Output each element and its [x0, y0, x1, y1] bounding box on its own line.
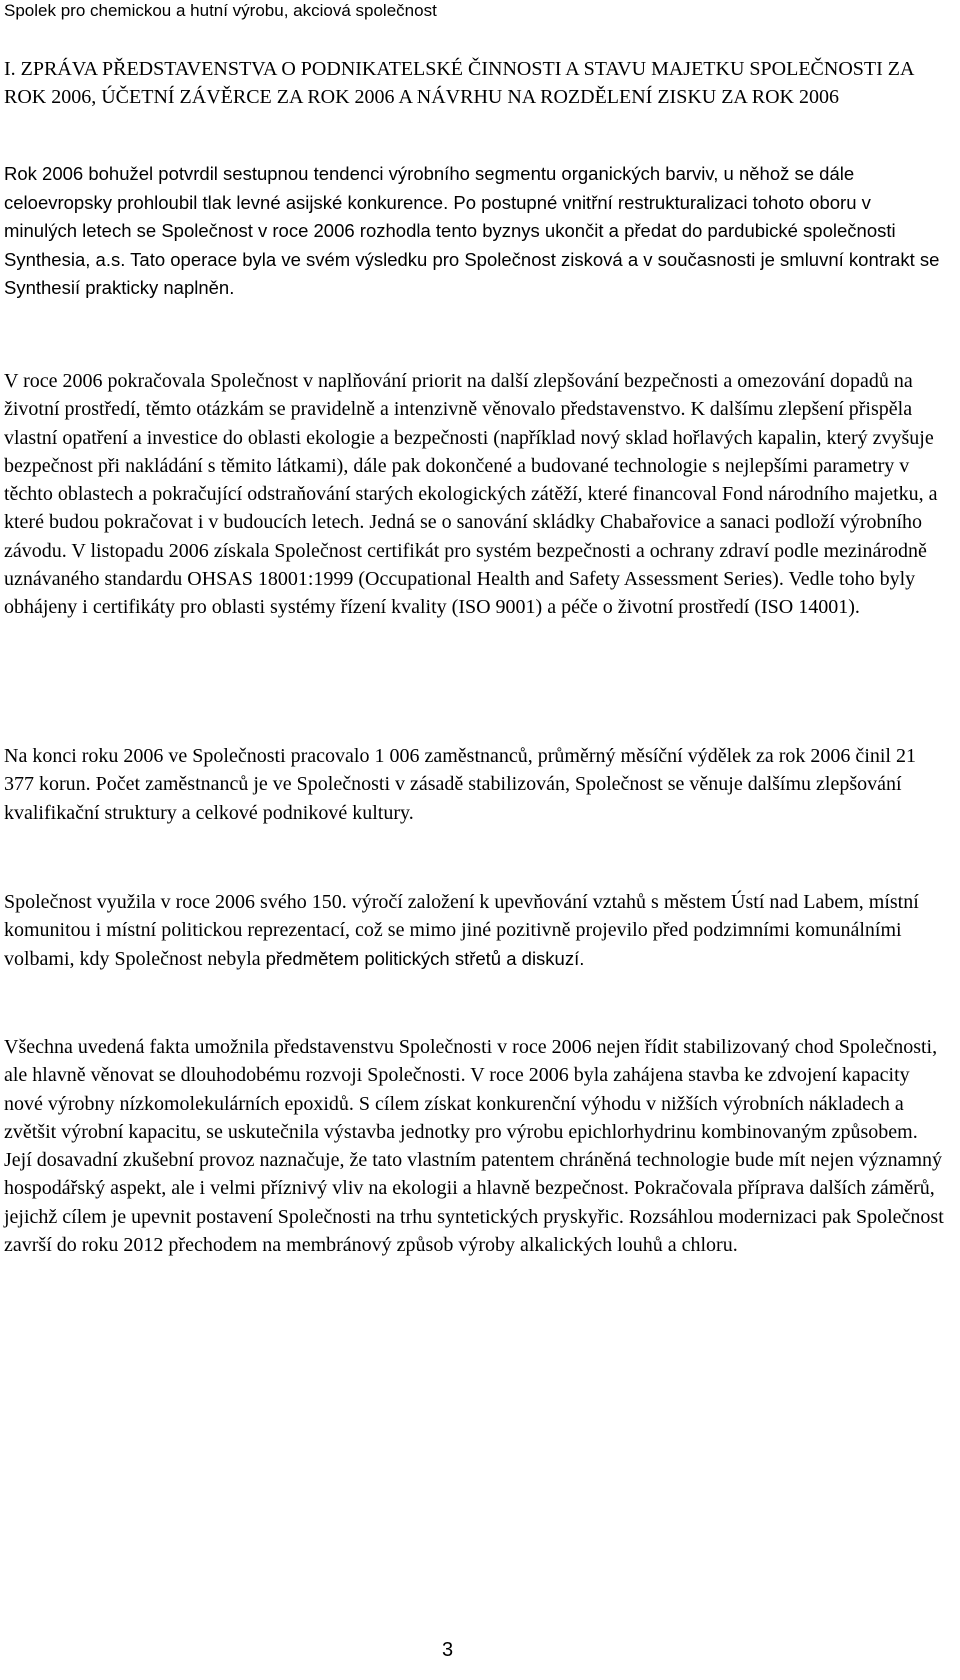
paragraph-anniversary-end: předmětem politických střetů a diskuzí. — [265, 947, 585, 969]
company-header: Spolek pro chemickou a hutní výrobu, akciová společnost — [4, 1, 437, 20]
paragraph-safety: V roce 2006 pokračovala Společnost v naplňování priorit na další zlepšování bezpečnosti a omezování dopadů na životní prostředí, těmto otázkám se pravidelně a intenzivně věnovalo představenstvo. K dalšímu zlepšení přispěla vlastní opatření a investice do oblasti ekologie a bezpečnosti (například nový sklad hořlavých kapalin, který zvyšuje bezpečnost při nakládání s těmito látkami), dále pak dokončené a budované technologie s nejlepšími parametry v těchto oblastech a pokračující odstraňování starých ekologických zátěží, které financoval Fond národního majetku, a které budou pokračovat i v budoucích letech. Jedná se o sanování skládky Chabařovice a sanaci podloží výrobního závodu. V listopadu 2006 získala Společnost certifikát pro systém bezpečnosti a ochrany zdraví podle mezinárodně uznávaného standardu OHSAS 18001:1999 (Occupational Health and Safety Assessment Series). Vedle toho byly obhájeny i certifikáty pro oblasti systémy řízení kvality (ISO 9001) a péče o životní prostředí (ISO 14001). — [4, 370, 938, 619]
paragraph-anniversary — [4, 888, 944, 973]
paragraph-anniversary-text: Společnost využila v roce 2006 svého 150. výročí založení k upevňování vztahů s městem Ústí nad Labem, místní komunitou i místní politickou reprezentací, což se mimo jiné pozitivně projevilo před podzimními komunálními volbami, kdy Společnost nebyla — [4, 891, 919, 970]
section-title: I. ZPRÁVA PŘEDSTAVENSTVA O PODNIKATELSKÉ ČINNOSTI A STAVU MAJETKU SPOLEČNOSTI ZA ROK 2006, ÚČETNÍ ZÁVĚRCE ZA ROK 2006 A NÁVRHU NA ROZDĚLENÍ ZISKU ZA ROK 2006 — [4, 58, 914, 108]
page-number: 3 — [442, 1639, 454, 1661]
paragraph-employees: Na konci roku 2006 ve Společnosti pracovalo 1 006 zaměstnanců, průměrný měsíční výdělek za rok 2006 činil 21 377 korun. Počet zaměstnanců je ve Společnosti v zásadě stabilizován, Společnost se věnuje dalšímu zlepšování kvalifikační struktury a celkové podnikové kultury. — [4, 745, 916, 824]
paragraph-development: Všechna uvedená fakta umožnila představenstvu Společnosti v roce 2006 nejen řídit stabilizovaný chod Společnosti, ale hlavně věnovat se dlouhodobému rozvoji Společnosti. V roce 2006 byla zahájena stavba ke zdvojení kapacity nové výrobny nízkomolekulárních epoxidů. S cílem získat konkurenční výhodu v nižších výrobních nákladech a zvětšit výrobní kapacitu, se uskutečnila výstavba jednotky pro výrobu epichlorhydrinu kombinovaným způsobem. Její dosavadní zkušební provoz naznačuje, že tato vlastním patentem chráněná technologie bude mít nejen významný hospodářský aspekt, ale i velmi příznivý vliv na ekologii a hlavně bezpečnost. Pokračovala příprava dalších záměrů, jejichž cílem je upevnit postavení Společnosti na trhu syntetických pryskyřic. Rozsáhlou modernizaci pak Společnost završí do roku 2012 přechodem na membránový způsob výroby alkalických louhů a chloru. — [4, 1036, 944, 1257]
paragraph-intro: Rok 2006 bohužel potvrdil sestupnou tendenci výrobního segmentu organických barviv, u něhož se dále celoevropsky prohloubil tlak levné asijské konkurence. Po postupné vnitřní restrukturalizaci tohoto oboru v minulých letech se Společnost v roce 2006 rozhodla tento byznys ukončit a předat do pardubické společnosti Synthesia, a.s. Tato operace byla ve svém výsledku pro Společnost zisková a v současnosti je smluvní kontrakt se Synthesií prakticky naplněn. — [4, 163, 940, 298]
